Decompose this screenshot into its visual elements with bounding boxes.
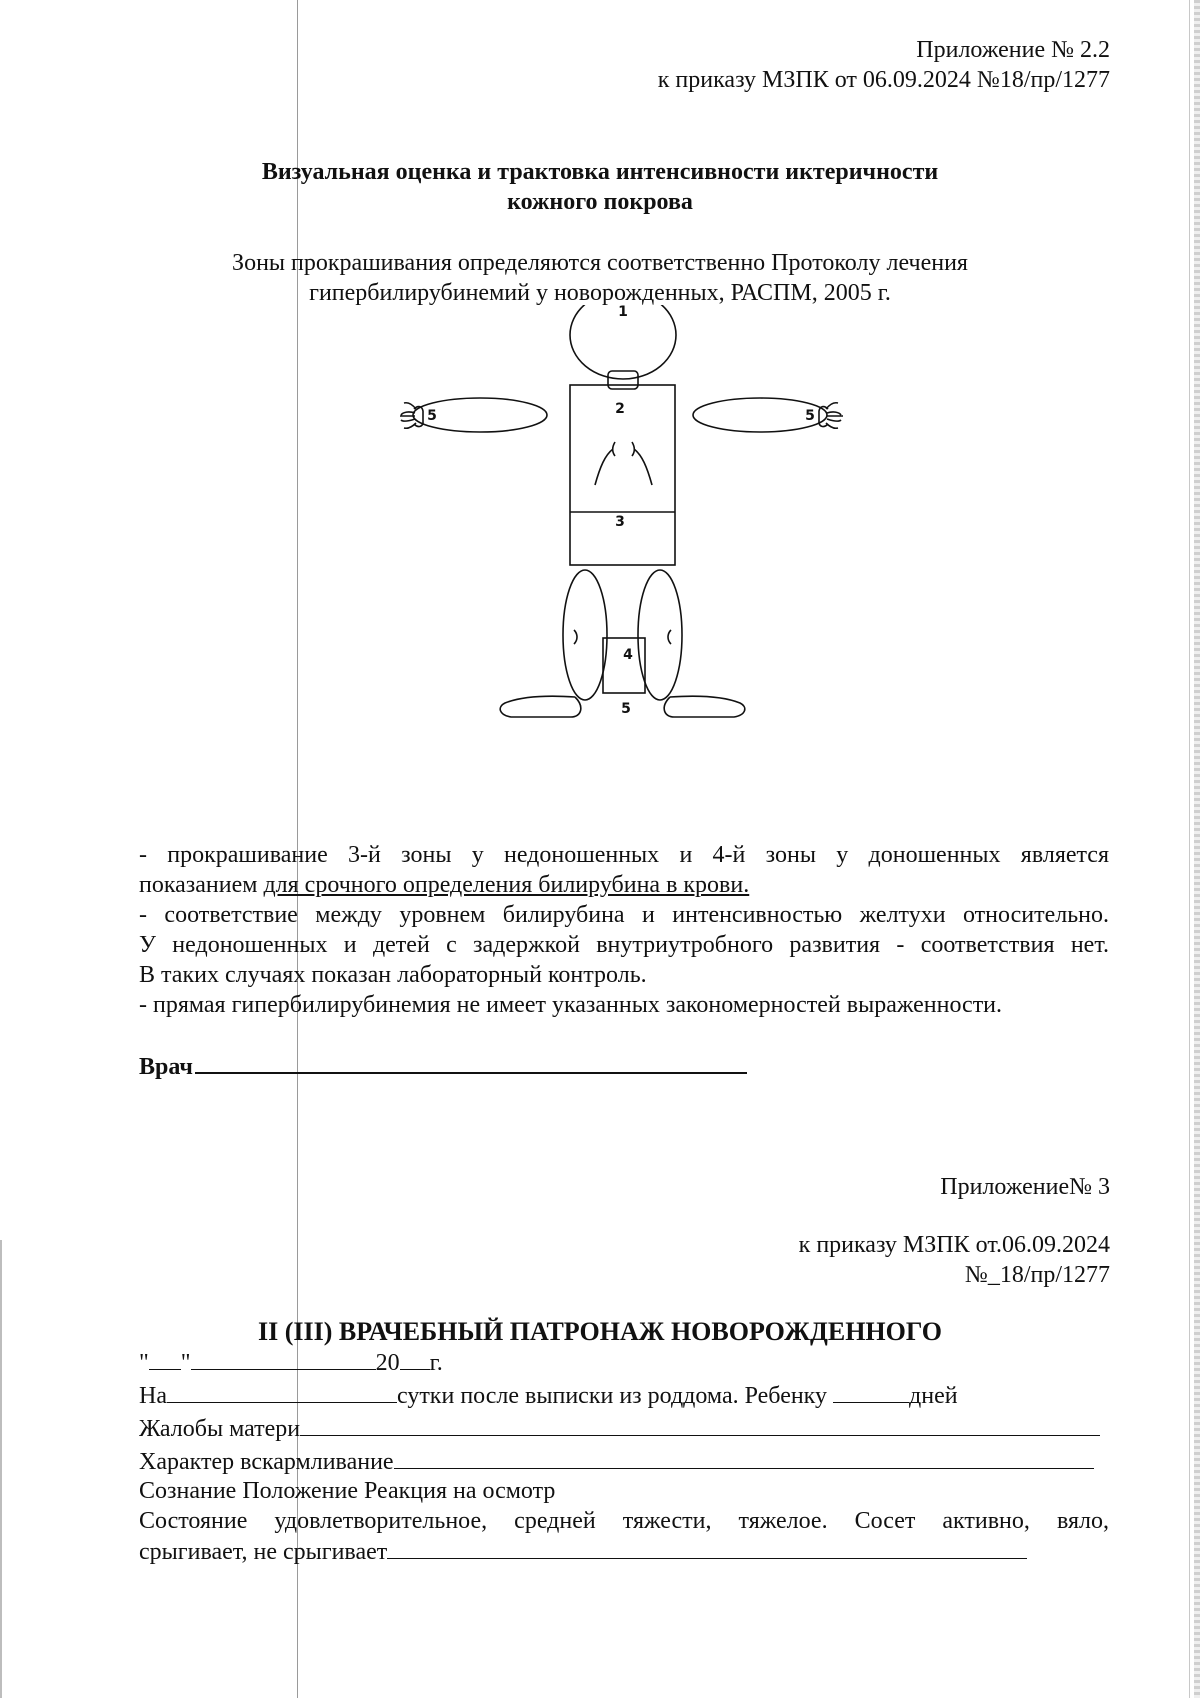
note-1-line1: - прокрашивание 3-й зоны у недоношенных и 4-й зоны у доношенных является — [139, 842, 1109, 868]
zone-label-3: 3 — [615, 514, 625, 530]
zone-label-5-feet: 5 — [621, 701, 631, 717]
subtitle-line1: Зоны прокрашивания определяются соответственно Протоколу лечения — [232, 250, 968, 276]
date-year-suffix: г. — [429, 1350, 443, 1376]
note-2-line1: - соответствие между уровнем билирубина и интенсивностью желтухи относительно. — [139, 902, 1109, 928]
form-consciousness-line: Сознание Положение Реакция на осмотр — [139, 1478, 556, 1504]
page-title: Визуальная оценка и трактовка интенсивности иктеричности — [261, 159, 939, 185]
note-2-line3: В таких случаях показан лабораторный контроль. — [139, 962, 647, 988]
date-year-field[interactable] — [400, 1347, 430, 1370]
date-day-field[interactable] — [149, 1347, 181, 1370]
form-date-line — [139, 1347, 1124, 1378]
right-foot-shape — [664, 696, 745, 717]
days-suffix: дней — [909, 1383, 958, 1409]
form-state-line2 — [139, 1536, 1124, 1567]
state-field[interactable] — [387, 1536, 1027, 1559]
appendix-3-label: Приложение№ 3 — [940, 1174, 1110, 1200]
days-text: сутки после выписки из роддома. Ребенку — [396, 1383, 828, 1409]
signature-line[interactable] — [195, 1050, 747, 1074]
body-zones-figure — [400, 305, 850, 785]
appendix-2-2-order: к приказу МЗПК от 06.09.2024 №18/пр/1277 — [657, 67, 1110, 93]
left-foot-shape — [500, 696, 581, 717]
feeding-field[interactable] — [394, 1446, 1094, 1469]
subtitle-line2: гипербилирубинемий у новорожденных, РАСПМ, 2005 г. — [309, 280, 891, 306]
child-age-field[interactable] — [833, 1380, 909, 1403]
note-1-prefix: показанием — [139, 872, 264, 898]
zone-label-2: 2 — [615, 401, 625, 417]
page-title-line2: кожного покрова — [507, 189, 693, 215]
note-2-line2: У недоношенных и детей с задержкой внутриутробного развития - соответствия нет. — [139, 932, 1109, 958]
complaints-label: Жалобы матери — [139, 1416, 301, 1442]
patronage-title: II (III) ВРАЧЕБНЫЙ ПАТРОНАЖ НОВОРОЖДЕННОГО — [258, 1317, 942, 1346]
neck-shape — [608, 371, 638, 389]
note-1-line2 — [139, 870, 1109, 900]
date-year-prefix: 20 — [375, 1350, 400, 1376]
zone-label-1: 1 — [618, 305, 628, 320]
date-quote-open: " — [139, 1350, 149, 1376]
left-hand-shape — [400, 403, 423, 429]
zone-label-5-right-hand: 5 — [805, 408, 815, 424]
left-leg-shape — [563, 570, 607, 700]
zone-label-4: 4 — [623, 647, 633, 663]
days-after-discharge-field[interactable] — [167, 1380, 397, 1403]
appendix-2-2-label: Приложение № 2.2 — [916, 37, 1110, 63]
scan-edge-left — [0, 1240, 2, 1698]
note-1-underlined: для срочного определения билирубина в крови. — [263, 872, 750, 898]
right-hand-shape — [819, 403, 843, 429]
form-state-line1: Состояние удовлетворительное, средней тяжести, тяжелое. Сосет активно, вяло, — [139, 1508, 1109, 1534]
signature-label: Врач — [139, 1054, 193, 1080]
form-days-line — [139, 1380, 1124, 1411]
complaints-field[interactable] — [300, 1413, 1100, 1436]
feeding-label: Характер вскармливание — [139, 1449, 394, 1475]
doctor-signature — [139, 1050, 747, 1081]
date-quote-close: " — [180, 1350, 191, 1376]
zone-label-5-left-hand: 5 — [427, 408, 437, 424]
note-3: - прямая гипербилирубинемия не имеет указанных закономерностей выраженности. — [139, 992, 1003, 1018]
state-label: срыгивает, не срыгивает — [139, 1539, 388, 1565]
date-month-field[interactable] — [191, 1347, 376, 1370]
leg-marks — [574, 630, 671, 644]
form-complaints-line — [139, 1413, 1124, 1444]
appendix-3-order: к приказу МЗПК от.06.09.2024 — [798, 1232, 1110, 1258]
chest-marks — [595, 442, 652, 485]
days-prefix: На — [139, 1383, 167, 1409]
appendix-3-order-number: №_18/пр/1277 — [964, 1262, 1110, 1288]
form-feeding-line — [139, 1446, 1124, 1477]
